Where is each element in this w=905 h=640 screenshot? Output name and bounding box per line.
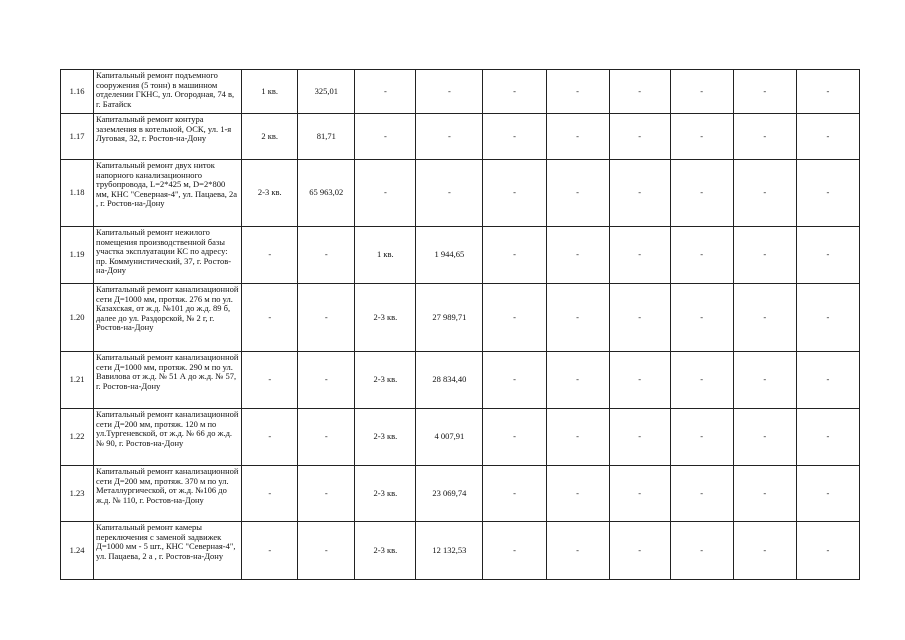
table-cell: 2-3 кв.	[242, 160, 298, 227]
table-row	[61, 522, 860, 580]
table-cell: -	[609, 284, 670, 352]
table-cell: -	[416, 114, 483, 160]
row-number: 1.24	[61, 522, 94, 580]
table-row	[61, 114, 860, 160]
table-cell: 325,01	[298, 70, 355, 114]
table-cell: -	[483, 284, 546, 352]
table-cell: -	[733, 160, 796, 227]
row-number: 1.19	[61, 227, 94, 284]
table-cell: -	[355, 70, 416, 114]
table-cell: 65 963,02	[298, 160, 355, 227]
table-cell: -	[546, 284, 609, 352]
table-cell: 12 132,53	[416, 522, 483, 580]
table-cell: -	[670, 466, 733, 522]
table-cell: -	[733, 522, 796, 580]
table-cell: -	[416, 160, 483, 227]
work-description: Капитальный ремонт двух ниток напорного канализационного трубопровода, L=2*425 м, D=2*800 мм, КНС "Северная-4", ул. Пацаева, 2а , г. Ростов-на-Дону	[94, 160, 242, 227]
table-cell: -	[670, 352, 733, 409]
table-cell: -	[298, 352, 355, 409]
row-number: 1.20	[61, 284, 94, 352]
table-cell: -	[546, 160, 609, 227]
table-cell: -	[670, 70, 733, 114]
table-row	[61, 70, 860, 114]
table-cell: 2-3 кв.	[355, 466, 416, 522]
table-cell: 2-3 кв.	[355, 284, 416, 352]
table-cell: 81,71	[298, 114, 355, 160]
table-cell: -	[546, 70, 609, 114]
table-cell: -	[298, 522, 355, 580]
table-cell: -	[416, 70, 483, 114]
table-cell: -	[298, 227, 355, 284]
table-cell: -	[796, 284, 859, 352]
table-cell: -	[483, 227, 546, 284]
table-row	[61, 227, 860, 284]
table-cell: -	[733, 227, 796, 284]
table-cell: -	[670, 114, 733, 160]
table-row	[61, 409, 860, 466]
table-cell: 1 кв.	[242, 70, 298, 114]
table-row	[61, 284, 860, 352]
row-number: 1.23	[61, 466, 94, 522]
table-cell: 2-3 кв.	[355, 352, 416, 409]
table-row	[61, 352, 860, 409]
table-cell: -	[796, 522, 859, 580]
table-row	[61, 466, 860, 522]
table-cell: -	[483, 70, 546, 114]
table-cell: -	[483, 466, 546, 522]
work-description: Капитальный ремонт канализационной сети Д=200 мм, протяж. 370 м по ул. Металлургической, от ж.д. №106 до ж.д. № 110, г. Ростов-на-Дону	[94, 466, 242, 522]
row-number: 1.22	[61, 409, 94, 466]
table-cell: -	[796, 409, 859, 466]
table-cell: -	[796, 466, 859, 522]
table-cell: -	[796, 114, 859, 160]
capital-repair-table	[60, 69, 860, 580]
row-number: 1.18	[61, 160, 94, 227]
table-cell: -	[242, 409, 298, 466]
table-cell: 2-3 кв.	[355, 522, 416, 580]
work-description: Капитальный ремонт канализационной сети Д=1000 мм, протяж. 290 м по ул. Вавилова от ж.д. № 51 А до ж.д. № 57, г. Ростов-на-Дону	[94, 352, 242, 409]
table-cell: -	[609, 352, 670, 409]
table-cell: 1 944,65	[416, 227, 483, 284]
table-cell: -	[242, 284, 298, 352]
table-cell: -	[483, 352, 546, 409]
table-cell: 2-3 кв.	[355, 409, 416, 466]
table-cell: -	[609, 466, 670, 522]
table-cell: -	[546, 227, 609, 284]
table-cell: -	[609, 70, 670, 114]
table-cell: -	[355, 114, 416, 160]
table-cell: -	[546, 522, 609, 580]
table-cell: -	[298, 466, 355, 522]
work-description: Капитальный ремонт канализационной сети Д=200 мм, протяж. 120 м по ул.Тургеневской, от ж.д. № 66 до ж.д. № 90, г. Ростов-на-Дону	[94, 409, 242, 466]
table-cell: -	[670, 284, 733, 352]
table-cell: -	[733, 466, 796, 522]
table-cell: -	[796, 352, 859, 409]
row-number: 1.17	[61, 114, 94, 160]
table-cell: 27 989,71	[416, 284, 483, 352]
table-cell: -	[733, 352, 796, 409]
table-cell: -	[483, 160, 546, 227]
table-cell: 28 834,40	[416, 352, 483, 409]
table-cell: -	[796, 160, 859, 227]
table-cell: -	[242, 352, 298, 409]
table-cell: -	[796, 227, 859, 284]
row-number: 1.21	[61, 352, 94, 409]
work-description: Капитальный ремонт подъемного сооружения (5 тонн) в машинном отделении ГКНС, ул. Огородная, 74 в, г. Батайск	[94, 70, 242, 114]
row-number: 1.16	[61, 70, 94, 114]
table-cell: -	[609, 114, 670, 160]
table-cell: -	[796, 70, 859, 114]
table-cell: -	[546, 352, 609, 409]
table-row	[61, 160, 860, 227]
work-description: Капитальный ремонт контура заземления в котельной, ОСК, ул. 1-я Луговая, 32, г. Ростов-на-Дону	[94, 114, 242, 160]
table-cell: -	[670, 160, 733, 227]
table-cell: 2 кв.	[242, 114, 298, 160]
table-cell: -	[733, 114, 796, 160]
table-cell: 1 кв.	[355, 227, 416, 284]
table-cell: -	[242, 522, 298, 580]
table-cell: -	[483, 409, 546, 466]
table-cell: -	[670, 522, 733, 580]
table-cell: -	[546, 409, 609, 466]
table-cell: -	[609, 409, 670, 466]
table-cell: -	[733, 70, 796, 114]
table-body	[61, 70, 860, 580]
table-cell: -	[733, 284, 796, 352]
table-cell: -	[242, 466, 298, 522]
table-cell: -	[609, 522, 670, 580]
table-cell: -	[483, 114, 546, 160]
table-cell: -	[609, 227, 670, 284]
table-cell: -	[609, 160, 670, 227]
table-cell: -	[483, 522, 546, 580]
table-cell: -	[670, 227, 733, 284]
table-cell: -	[546, 466, 609, 522]
table-cell: -	[298, 409, 355, 466]
table-cell: 23 069,74	[416, 466, 483, 522]
work-description: Капитальный ремонт канализационной сети Д=1000 мм, протяж. 276 м по ул. Казахская, от ж.д. №101 до ж.д. 89 б, далее до ул. Раздорской, № 2 г, г. Ростов-на-Дону	[94, 284, 242, 352]
work-description: Капитальный ремонт камеры переключения с заменой задвижек Д=1000 мм - 5 шт., КНС "Северная-4", ул. Пацаева, 2 а , г. Ростов-на-Дону	[94, 522, 242, 580]
table-cell: -	[733, 409, 796, 466]
table-cell: -	[355, 160, 416, 227]
table-cell: -	[298, 284, 355, 352]
table-cell: -	[242, 227, 298, 284]
table-cell: -	[546, 114, 609, 160]
work-description: Капитальный ремонт нежилого помещения производственной базы участка эксплуатации КС по адресу: пр. Коммунистический, 37, г. Ростов-на-Дону	[94, 227, 242, 284]
table-cell: 4 007,91	[416, 409, 483, 466]
table-cell: -	[670, 409, 733, 466]
